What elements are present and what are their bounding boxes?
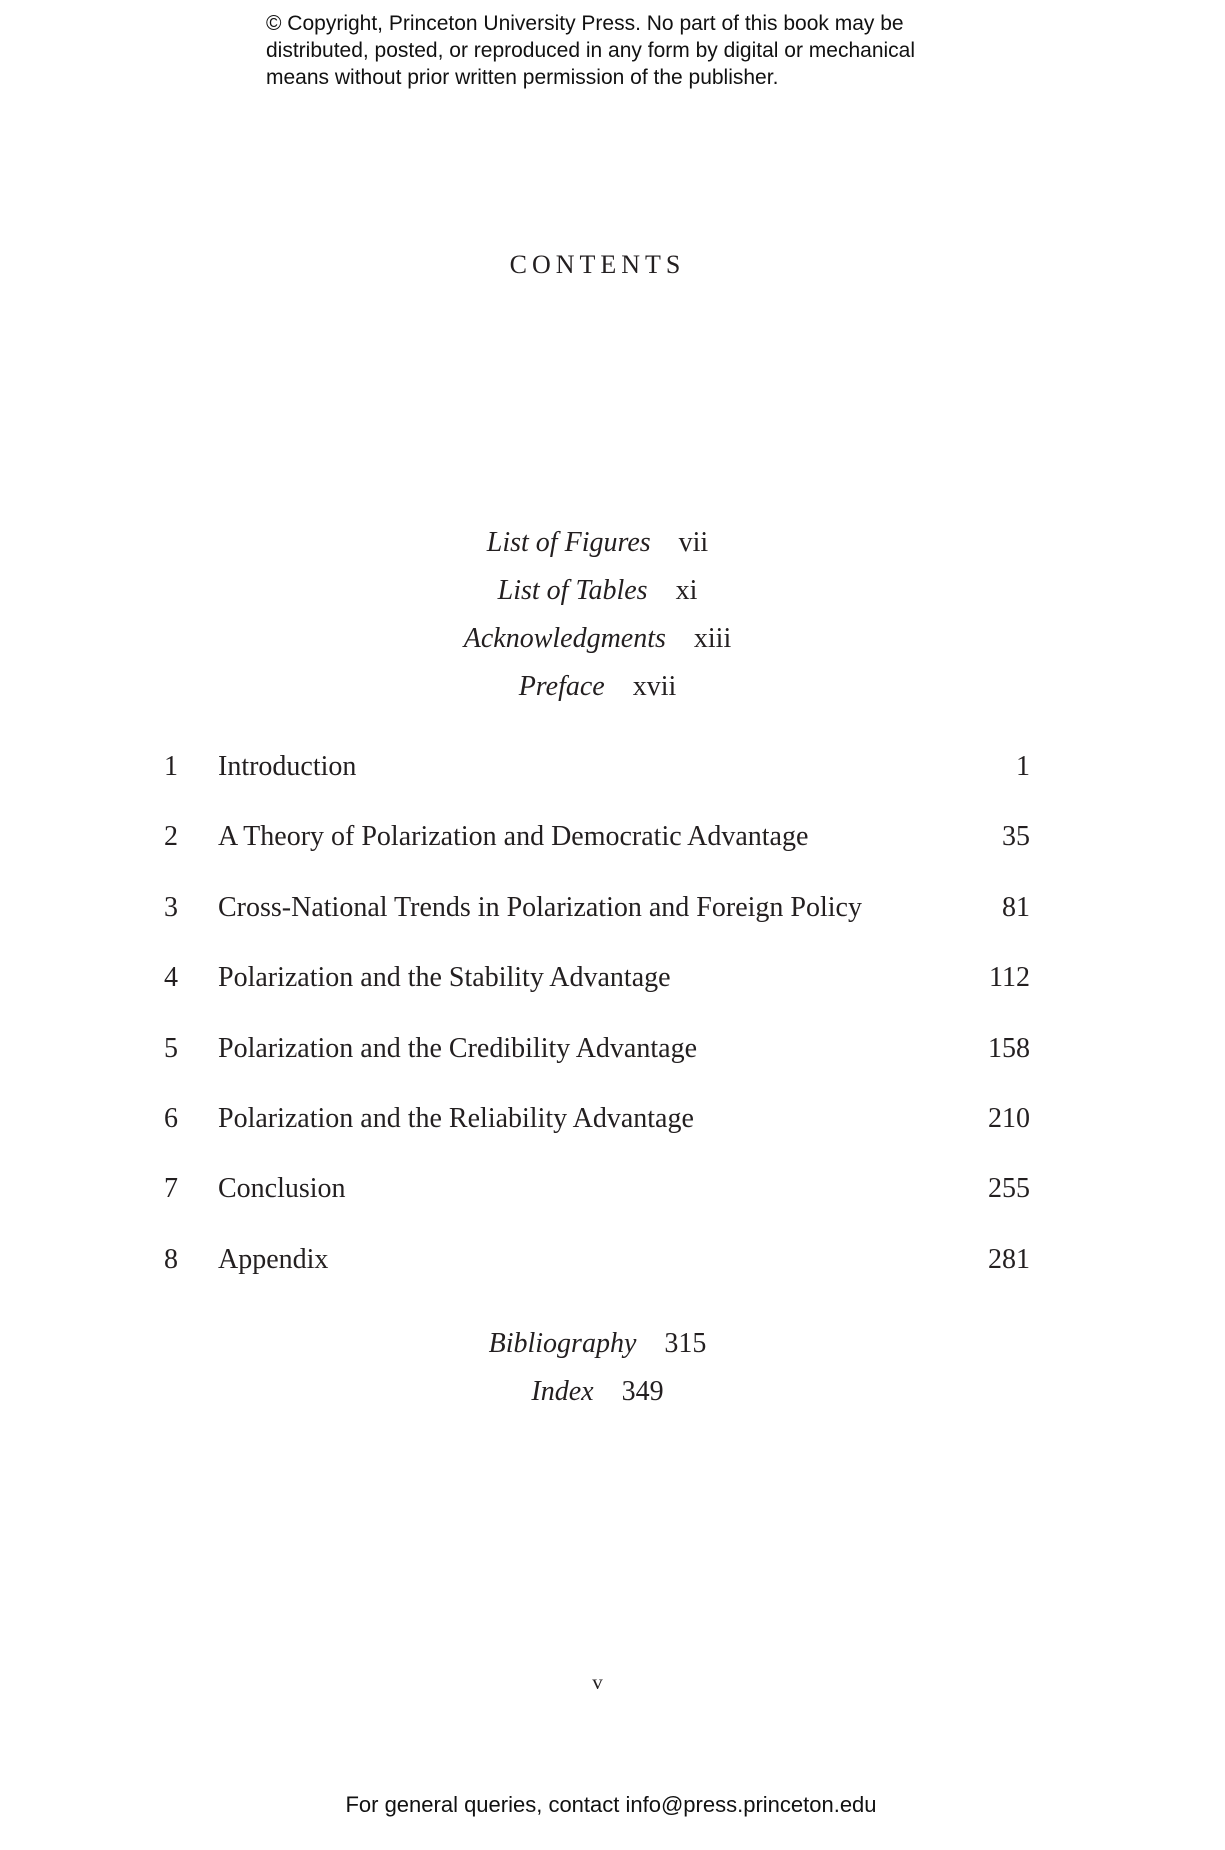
chapter-title: Conclusion xyxy=(218,1173,346,1205)
chapter-entry-5[interactable] xyxy=(164,1032,1030,1102)
toc-entry-acknowledgments[interactable] xyxy=(0,622,1195,656)
chapter-title: Polarization and the Stability Advantage xyxy=(218,962,671,994)
chapter-number: 7 xyxy=(164,1173,178,1205)
toc-entry-title: Acknowledgments xyxy=(463,623,666,654)
chapter-number: 3 xyxy=(164,891,178,923)
toc-entry-list-of-tables[interactable] xyxy=(0,574,1195,608)
chapter-page: 35 xyxy=(1002,821,1030,853)
chapter-number: 2 xyxy=(164,821,178,853)
chapter-page: 255 xyxy=(988,1173,1030,1205)
toc-entry-page: 349 xyxy=(621,1376,664,1407)
chapter-page: 281 xyxy=(988,1243,1030,1275)
copyright-line: means without prior written permission of the publisher. xyxy=(266,66,779,89)
toc-entry-preface[interactable] xyxy=(0,670,1195,704)
chapter-title: A Theory of Polarization and Democratic Advantage xyxy=(218,821,809,853)
copyright-line: distributed, posted, or reproduced in any form by digital or mechanical xyxy=(266,39,916,62)
toc-entry-page: xiii xyxy=(693,623,732,654)
toc-entry-page: xi xyxy=(675,575,698,606)
chapter-entry-3[interactable] xyxy=(164,891,1030,961)
copyright-line: © Copyright, Princeton University Press. No part of this book may be xyxy=(266,12,904,35)
contact-footer: For general queries, contact info@press.princeton.edu xyxy=(345,1792,877,1817)
toc-entry-index[interactable] xyxy=(0,1375,1195,1409)
chapter-page: 81 xyxy=(1002,891,1030,923)
toc-entry-title: Bibliography xyxy=(488,1328,637,1359)
chapter-entry-4[interactable] xyxy=(164,961,1030,1031)
toc-entry-title: Preface xyxy=(518,671,605,702)
chapter-title: Polarization and the Reliability Advantage xyxy=(218,1102,694,1134)
chapter-number: 4 xyxy=(164,962,178,994)
chapter-number: 6 xyxy=(164,1102,178,1134)
chapter-entry-6[interactable] xyxy=(164,1102,1030,1172)
chapter-page: 112 xyxy=(989,962,1030,994)
toc-entry-title: List of Figures xyxy=(486,527,651,558)
chapter-page: 158 xyxy=(988,1032,1030,1064)
toc-entry-title: Index xyxy=(531,1376,594,1407)
toc-entry-bibliography[interactable] xyxy=(0,1327,1195,1361)
copyright-notice xyxy=(266,10,1026,91)
chapter-entry-1[interactable] xyxy=(164,750,1030,820)
toc-entry-page: xvii xyxy=(632,671,677,702)
chapter-number: 8 xyxy=(164,1243,178,1275)
chapter-number: 5 xyxy=(164,1032,178,1064)
toc-entry-list-of-figures[interactable] xyxy=(0,526,1195,560)
chapter-title: Cross-National Trends in Polarization and Foreign Policy xyxy=(218,891,862,923)
chapter-entry-2[interactable] xyxy=(164,820,1030,890)
chapter-title: Appendix xyxy=(218,1243,329,1275)
toc-entry-page: 315 xyxy=(664,1328,707,1359)
page-title: CONTENTS xyxy=(509,250,686,279)
chapter-page: 1 xyxy=(1016,751,1030,782)
chapter-number: 1 xyxy=(164,751,178,782)
chapter-entry-7[interactable] xyxy=(164,1172,1030,1242)
page-number: v xyxy=(592,1670,603,1694)
toc-entry-page: vii xyxy=(678,527,709,558)
chapter-title: Polarization and the Credibility Advantage xyxy=(218,1032,697,1064)
chapter-list xyxy=(164,750,1030,1313)
toc-entry-title: List of Tables xyxy=(497,575,648,606)
chapter-entry-8[interactable] xyxy=(164,1243,1030,1313)
chapter-page: 210 xyxy=(988,1102,1030,1134)
chapter-title: Introduction xyxy=(218,751,357,782)
